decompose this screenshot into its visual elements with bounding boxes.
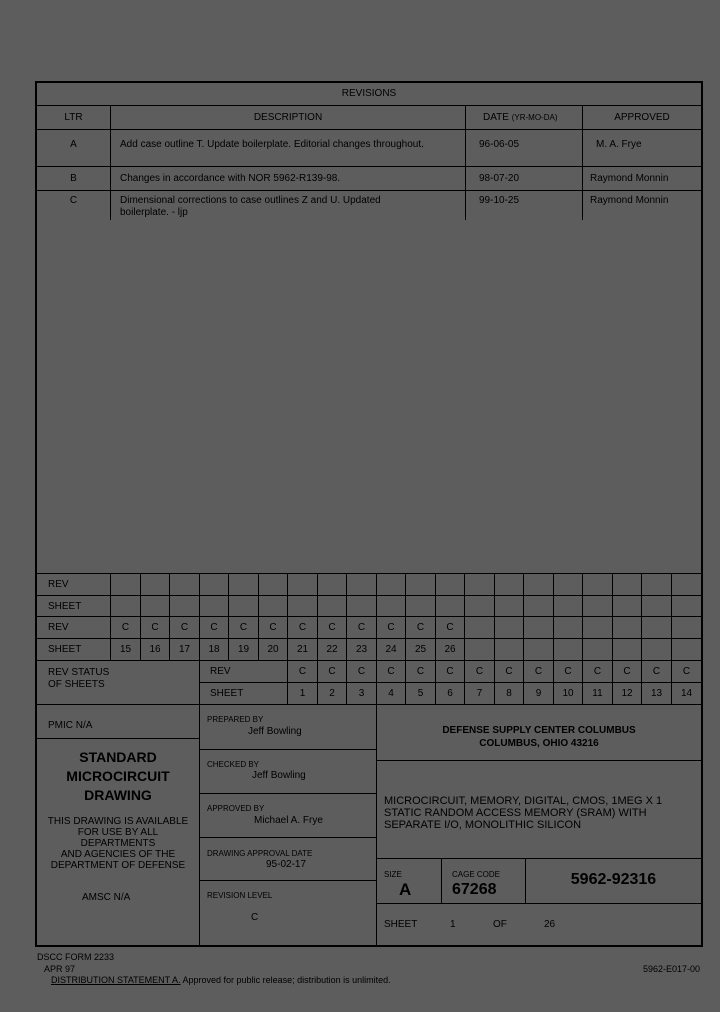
sheet-cell: 26	[444, 644, 456, 655]
status-sheet-cell: 4	[388, 688, 394, 699]
approved-by-label: APPROVED BY	[207, 804, 265, 813]
form-number: DSCC FORM 2233	[37, 952, 115, 962]
doc-code: 5962-E017-00	[643, 964, 701, 974]
status-sheet-cell: 6	[447, 688, 453, 699]
rev-row-date: 96-06-05	[479, 139, 520, 150]
rev-row-date: 98-07-20	[479, 173, 520, 184]
distribution-statement: DISTRIBUTION STATEMENT A. Approved for public release; distribution is unlimited.	[51, 975, 391, 985]
rev-cell: C	[180, 622, 189, 633]
status-rev-cell: C	[505, 666, 513, 677]
rev-row-approved: Raymond Monnin	[590, 195, 669, 206]
rev-cell: C	[269, 622, 277, 633]
approval-date: 95-02-17	[266, 859, 307, 870]
agency-city: COLUMBUS, OHIO 43216	[479, 738, 599, 749]
status-rev-cell: C	[328, 666, 336, 677]
status-sheet-cell: 2	[329, 688, 335, 699]
rev-row-description: Changes in accordance with NOR 5962-R139-98.	[120, 173, 341, 184]
sheet-cell: 21	[296, 644, 309, 655]
drawing-title: MICROCIRCUIT, MEMORY, DIGITAL, CMOS, 1MEG X 1 STATIC RANDOM ACCESS MEMORY (SRAM) WITH SEPARATE I/O, MONOLITHIC SILICON	[384, 795, 663, 831]
revision-level-label: REVISION LEVEL	[207, 891, 273, 900]
standard-title: STANDARD MICROCIRCUIT DRAWING	[66, 749, 170, 803]
rev-cell: C	[357, 622, 366, 633]
rev-cell: C	[416, 622, 425, 633]
prepared-by-label: PREPARED BY	[207, 715, 264, 724]
size-value: A	[399, 880, 412, 899]
rev-status-label: OF SHEETS	[48, 679, 105, 690]
status-sheet-cell: 12	[621, 688, 633, 699]
status-sheet-cell: 10	[562, 688, 574, 699]
revisions-header: REVISIONS	[341, 88, 397, 99]
status-sheet-cell: 7	[476, 688, 483, 699]
rev-row-ltr: C	[69, 195, 78, 206]
rev-cell: C	[446, 622, 454, 633]
rev-cell: C	[328, 622, 336, 633]
rev-row-label: REV	[48, 622, 69, 633]
rev-row-approved: M. A. Frye	[596, 139, 642, 150]
rev-cell: C	[121, 622, 130, 633]
status-sheet-cell: 11	[592, 688, 603, 699]
status-sheet-cell: 14	[680, 688, 693, 699]
sheet-row-label: SHEET	[48, 644, 82, 655]
sheet-cell: 24	[385, 644, 397, 655]
status-sheet-label: SHEET	[210, 688, 244, 699]
drawing-number: 5962-92316	[570, 871, 657, 888]
availability-statement: THIS DRAWING IS AVAILABLE FOR USE BY ALL DEPARTMENTS AND AGENCIES OF THE DEPARTMENT OF DEFENSE	[47, 816, 189, 871]
sheet-cell: 19	[237, 644, 250, 655]
status-sheet-cell: 5	[417, 688, 424, 699]
status-rev-cell: C	[682, 666, 691, 677]
sheet-number: 1	[450, 919, 456, 930]
status-rev-cell: C	[357, 666, 366, 677]
prepared-by: Jeff Bowling	[248, 726, 302, 737]
status-sheet-cell: 1	[299, 688, 306, 699]
status-sheet-cell: 9	[535, 688, 542, 699]
status-sheet-cell: 3	[358, 688, 365, 699]
col-ltr-header: LTR	[64, 112, 83, 123]
status-sheet-cell: 8	[506, 688, 512, 699]
status-rev-cell: C	[446, 666, 454, 677]
sheet-cell: 23	[355, 644, 368, 655]
amsc: AMSC N/A	[82, 892, 131, 903]
rev-status-label: REV STATUS	[48, 667, 110, 678]
col-date-header: DATE (YR-MO-DA)	[483, 112, 558, 123]
sheet-cell: 18	[208, 644, 220, 655]
rev-row-date: 99-10-25	[479, 195, 520, 206]
of-label: OF	[493, 919, 507, 930]
total-sheets: 26	[544, 919, 556, 930]
status-rev-cell: C	[593, 666, 602, 677]
sheet-cell: 20	[267, 644, 279, 655]
approval-date-label: DRAWING APPROVAL DATE	[207, 849, 313, 858]
status-rev-cell: C	[416, 666, 425, 677]
status-rev-cell: C	[652, 666, 661, 677]
status-sheet-cell: 13	[650, 688, 663, 699]
status-rev-cell: C	[623, 666, 631, 677]
rev-row-ltr: A	[70, 139, 77, 150]
size-label: SIZE	[384, 870, 402, 879]
cage-code-label: CAGE CODE	[452, 870, 501, 879]
status-rev-cell: C	[298, 666, 307, 677]
col-description-header: DESCRIPTION	[253, 112, 323, 123]
col-approved-header: APPROVED	[614, 112, 670, 123]
cage-code: 67268	[452, 881, 497, 898]
agency-name: DEFENSE SUPPLY CENTER COLUMBUS	[442, 725, 636, 736]
checked-by-label: CHECKED BY	[207, 760, 260, 769]
sheet-label: SHEET	[384, 919, 418, 930]
sheet-cell: 22	[326, 644, 338, 655]
sheet-row-label: SHEET	[48, 601, 82, 612]
sheet-cell: 25	[414, 644, 427, 655]
status-rev-label: REV	[210, 666, 231, 677]
sheet-cell: 17	[178, 644, 191, 655]
rev-row-description: Dimensional corrections to case outlines Z and U. Updated boilerplate. - ljp	[120, 195, 381, 218]
sheet-cell: 15	[119, 644, 132, 655]
rev-cell: C	[210, 622, 218, 633]
pmic: PMIC N/A	[48, 720, 93, 731]
sheet-cell: 16	[149, 644, 161, 655]
status-rev-cell: C	[475, 666, 484, 677]
approved-by: Michael A. Frye	[254, 815, 323, 826]
rev-row-approved: Raymond Monnin	[590, 173, 669, 184]
rev-cell: C	[151, 622, 159, 633]
status-rev-cell: C	[387, 666, 395, 677]
form-date: APR 97	[44, 964, 76, 974]
rev-row-ltr: B	[70, 173, 77, 184]
rev-row-description: Add case outline T. Update boilerplate. Editorial changes throughout.	[120, 139, 424, 150]
revision-level: C	[251, 912, 259, 923]
status-rev-cell: C	[564, 666, 572, 677]
checked-by: Jeff Bowling	[252, 770, 306, 781]
status-rev-cell: C	[534, 666, 543, 677]
rev-cell: C	[387, 622, 395, 633]
rev-row-label: REV	[48, 579, 69, 590]
rev-cell: C	[298, 622, 307, 633]
rev-cell: C	[239, 622, 248, 633]
